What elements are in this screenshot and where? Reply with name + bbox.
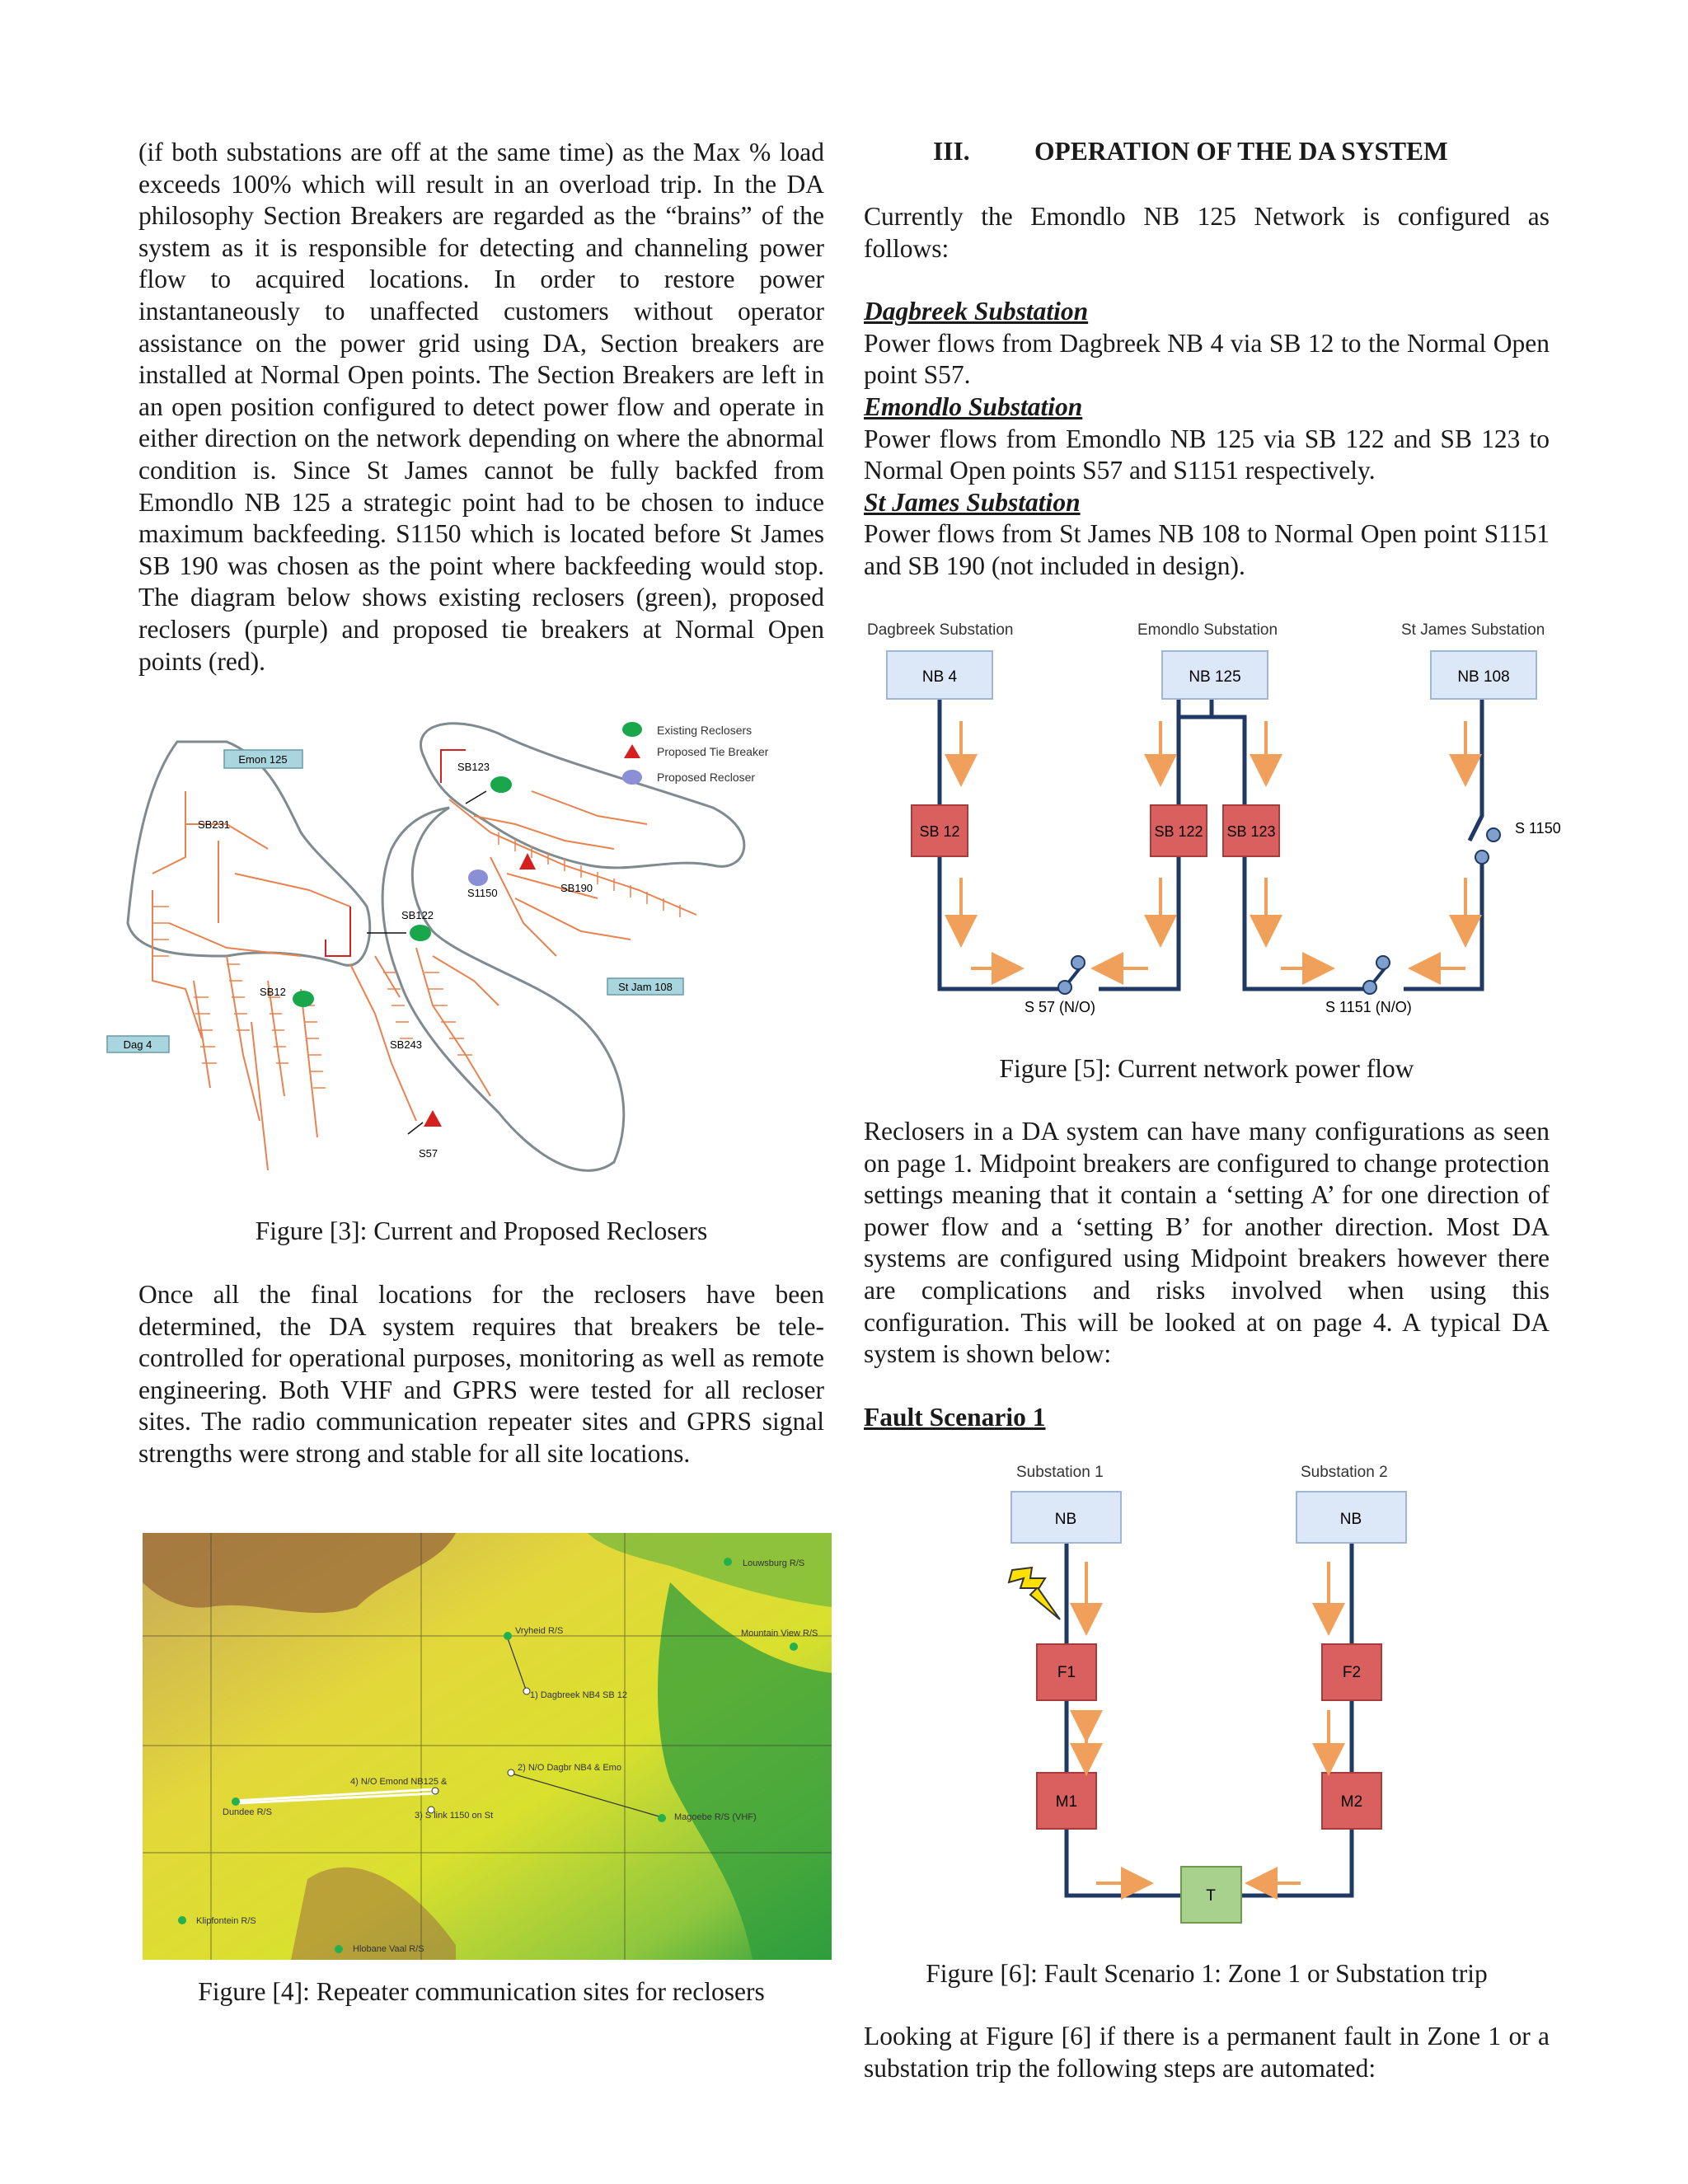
st-james-heading: St James Substation xyxy=(864,487,1081,517)
right-column-mid xyxy=(864,1116,1550,1371)
legend-existing-marker xyxy=(622,722,642,737)
fig5-lines xyxy=(940,696,1482,989)
figure-5-caption: Figure [5]: Current network power flow xyxy=(999,1054,1414,1083)
lightning-icon xyxy=(1009,1568,1060,1619)
point-s57-label: S 57 (N/O) xyxy=(1025,999,1096,1015)
recloser-sb122 xyxy=(410,925,431,941)
fig6-flow-arrows xyxy=(1086,1562,1329,1883)
figure-6 xyxy=(989,1455,1434,1933)
section-title: OPERATION OF THE DA SYSTEM xyxy=(1034,137,1448,166)
label-sb12: SB12 xyxy=(260,986,286,998)
figure-4-caption: Figure [4]: Repeater communication sites for reclosers xyxy=(198,1977,765,2006)
map-label-louwsburg: Louwsburg R/S xyxy=(743,1558,805,1568)
nb-4-label: NB 4 xyxy=(921,668,958,686)
map-label-vryheid: Vryheid R/S xyxy=(515,1626,564,1636)
body-paragraph-3: Reclosers in a DA system can have many configurations as seen on page 1. Midpoint breakers are configured to change protection settings meaning that it contain a ‘setting A’ for one direction of power flow and a ‘setting B’ for another direction. Most DA systems are configured using Midpoint breakers however there are complications and risks involved when using this configuration. This will be looked at on page 4. A typical DA system is shown below: xyxy=(864,1117,1550,1369)
box-emon-125-label: Emon 125 xyxy=(238,753,288,766)
map-label-no-dagbr: 2) N/O Dagbr NB4 & Emo xyxy=(518,1763,621,1773)
map-label-dundee: Dundee R/S xyxy=(223,1807,272,1817)
m2-label: M2 xyxy=(1340,1793,1363,1811)
sb-122-label: SB 122 xyxy=(1154,823,1203,840)
recloser-sb12 xyxy=(293,991,314,1007)
figure-4 xyxy=(143,1533,832,1960)
legend-tie-marker xyxy=(624,744,640,758)
legend-tie-label: Proposed Tie Breaker xyxy=(657,745,769,758)
body-paragraph-2: Once all the final locations for the reclosers have been determined, the DA system requires that breakers be tele-controlled for operational purposes, monitoring as well as remote engineering. Both VHF and GPRS were tested for all recloser sites. The radio communication repeater sites and GPRS signal strengths were strong and stable for all site locations. xyxy=(138,1280,824,1468)
sb-12-label: SB 12 xyxy=(919,823,960,840)
box-st-jam-108-label: St Jam 108 xyxy=(618,981,673,993)
f2-label: F2 xyxy=(1342,1664,1362,1681)
fig6-sub-2: Substation 2 xyxy=(1301,1464,1388,1481)
fig6-lines xyxy=(1067,1537,1352,1896)
dagbreek-heading: Dagbreek Substation xyxy=(864,297,1089,326)
tie-breaker-s1150 xyxy=(519,853,536,869)
dagbreek-text: Power flows from Dagbreek NB 4 via SB 12 to the Normal Open point S57. xyxy=(864,328,1550,390)
zone-outline-lower xyxy=(382,808,624,1170)
figure-3 xyxy=(103,709,812,1187)
label-sb190: SB190 xyxy=(560,882,593,894)
label-s57: S57 xyxy=(419,1147,438,1160)
st-james-text: Power flows from St James NB 108 to Normal Open point S1151 and SB 190 (not included in design). xyxy=(864,519,1550,580)
label-s1150: S1150 xyxy=(467,887,498,899)
emondlo-heading: Emondlo Substation xyxy=(864,391,1083,421)
label-sb122: SB122 xyxy=(401,909,434,921)
fig5-sub-st-james: St James Substation xyxy=(1401,621,1545,639)
map-label-klipfontein: Klipfontein R/S xyxy=(196,1916,256,1926)
f1-label: F1 xyxy=(1057,1664,1076,1681)
box-dag-4-label: Dag 4 xyxy=(123,1038,152,1051)
switch-s1151-top xyxy=(1376,956,1390,969)
figure-5 xyxy=(864,614,1561,1026)
sb-123-label: SB 123 xyxy=(1226,823,1276,840)
fig6-nb-1-label: NB xyxy=(1054,1511,1077,1528)
intro-paragraph: Currently the Emondlo NB 125 Network is configured as follows: xyxy=(864,202,1550,263)
tie-label: T xyxy=(1206,1887,1216,1905)
map-label-hlobane: Hlobane Vaal R/S xyxy=(353,1944,424,1954)
fig5-sub-emondlo: Emondlo Substation xyxy=(1137,621,1278,639)
left-column-lower xyxy=(138,1279,824,1470)
map-label-mountain-view: Mountain View R/S xyxy=(741,1629,818,1638)
nb-108-label: NB 108 xyxy=(1457,668,1510,686)
feeder-red xyxy=(326,750,466,956)
switch-s1151 xyxy=(1363,981,1376,994)
fig5-flow-arrows xyxy=(961,721,1465,968)
legend-proposed-marker xyxy=(622,770,642,785)
m1-label: M1 xyxy=(1055,1793,1078,1811)
map-label-dagbreek: 1) Dagbreek NB4 SB 12 xyxy=(530,1690,628,1700)
body-paragraph-1: (if both substations are off at the same time) as the Max % load exceeds 100% which will result in an overload trip. In the DA philosophy Section Breakers are regarded as the “brains” of the system as it is responsible for detecting and channeling power flow to acquired locations. In order to restore power instantaneously to unaffected customers without operator assistance on the power grid using DA, Section breakers are installed at Normal Open points. The Section Breakers are left in an open position configured to detect power flow and operate in either direction on the network depending on where the abnormal condition is. Since St James cannot be fully backfed from Emondlo NB 125 a strategic point had to be chosen to induce maximum backfeeding. S1150 which is located before St James SB 190 was chosen as the point where backfeeding would stop. The diagram below shows existing reclosers (green), proposed reclosers (purple) and proposed tie breakers at Normal Open points (red). xyxy=(138,138,824,676)
switch-s57 xyxy=(1058,981,1071,994)
body-paragraph-4: Looking at Figure [6] if there is a permanent fault in Zone 1 or a substation trip the following steps are automated: xyxy=(864,2022,1550,2083)
switch-s57-top xyxy=(1071,956,1085,969)
label-sb231: SB231 xyxy=(198,818,231,831)
label-sb123: SB123 xyxy=(457,761,490,773)
fig6-sub-1: Substation 1 xyxy=(1016,1464,1104,1481)
fault-scenario-heading: Fault Scenario 1 xyxy=(864,1403,1046,1432)
fig6-nb-2-label: NB xyxy=(1339,1511,1362,1528)
nb-125-label: NB 125 xyxy=(1189,668,1241,686)
map-label-no-emond: 4) N/O Emond NB125 & xyxy=(350,1777,448,1787)
point-s1151-label: S 1151 (N/O) xyxy=(1325,999,1412,1015)
legend-proposed-label: Proposed Recloser xyxy=(657,771,756,784)
figure-6-caption: Figure [6]: Fault Scenario 1: Zone 1 or Substation trip xyxy=(926,1959,1488,1988)
right-column-bottom xyxy=(864,2021,1550,2084)
fig5-sub-dagbreek: Dagbreek Substation xyxy=(867,621,1014,639)
label-sb243: SB243 xyxy=(390,1038,423,1051)
left-column xyxy=(138,137,824,677)
map-label-magoebe: Magoebe R/S (VHF) xyxy=(674,1812,757,1822)
legend-existing-label: Existing Reclosers xyxy=(657,724,753,737)
point-s1150-label: S 1150 xyxy=(1515,820,1561,837)
zone-outline-left xyxy=(128,742,370,965)
tie-breaker-s57 xyxy=(424,1110,442,1127)
section-number: III. xyxy=(933,137,970,166)
proposed-recloser-s1150 xyxy=(468,869,488,886)
figure-3-caption: Figure [3]: Current and Proposed Reclosers xyxy=(255,1216,708,1245)
right-column-top xyxy=(864,201,1550,583)
emondlo-text: Power flows from Emondlo NB 125 via SB 122 and SB 123 to Normal Open points S57 and S1151 respectively. xyxy=(864,424,1550,485)
map-label-s-link: 3) S link 1150 on St xyxy=(415,1811,494,1821)
spacer xyxy=(864,265,1550,296)
switch-s1150 xyxy=(1475,851,1489,864)
switch-s1150-top xyxy=(1487,828,1500,841)
recloser-sb123 xyxy=(490,776,512,793)
